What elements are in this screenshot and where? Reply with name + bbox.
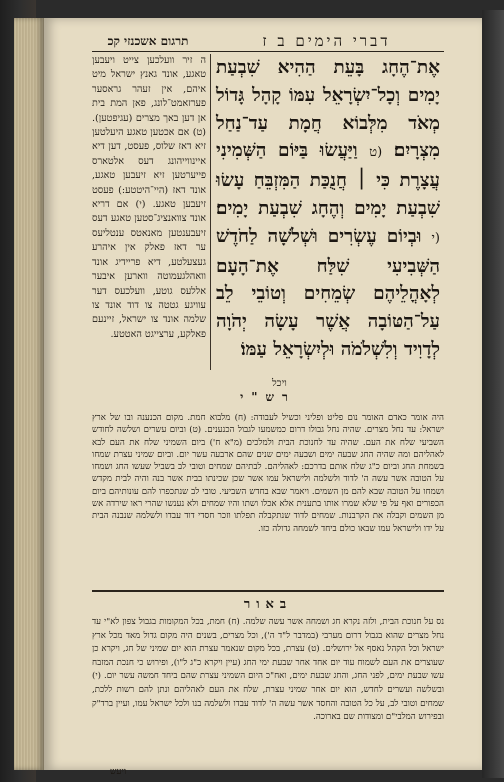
verse-9-marker: (ט xyxy=(369,145,383,161)
verse-9-text: וַיַּעֲשׂוּ בַּיּוֹם הַשְּׁמִינִי עֲצָרֶת כִּי ׀ חֲנֻכַּת הַמִּזְבֵּחַ עָשׂוּ שִׁבְעַת יָמִים וְהֶחָג שִׁבְעַת יָמִים׃ xyxy=(216,140,440,219)
page-edges xyxy=(14,18,44,770)
book-page xyxy=(44,18,482,777)
right-margin-shadow xyxy=(482,10,504,778)
biur-commentary: נס על חנוכת הבית, ולזה נקרא חג ושמחה אשר עשה שלמה. (ח) חמת, בכל המקומות בגבול צפון לא"י עד נחל מצרים שהוא בגבול דרום מערבי (במדבר ל"ד ה'), וכל מצרים, בשנים היה מקום גדול מאד מכל ארץ ישראל וכל הקהל נאסף אל ירושלים. (ט) עצרת, בכל מקום שנאמר עצרת הוא יום שמיני של חג, ויקרא כן שעוצרים את העם לשמוח עוד יום אחד אחר שבעת ימי החג (עיין ויקרא כ"ג ל"ו), ופירוש כי חנכת המזבח עשו שבעת ימים, לפני החג, והחג שבעת ימים, ואח"כ היום השמיני עצרת שהם ביחד חמשה עשר יום. (י) ובשלשה ועשרים לחדש, הוא יום אחר שמיני עצרת, שלח את העם לאהליהם ונתן להם רשות ללכת, שמחים וטובי לב, על כל הטובה והחסד אשר עשה ה' לדוד עבדו ולשלמה בנו ולכל ישראל עמו, ועיין ברד"ק ובפירוש המלבי"ם ומצודות שם בארוכה. xyxy=(92,617,444,723)
targum-column: ה זיר וועלכען צייט ויעבען טאגע, אונד גאנץ ישראל מיט איהם, אין זעהר גראסער פערזאמט־לונג, פאן המת בית אן דען באך מצרים (עגיפטען). (ט) אם אכטען טאגע היעלטען זיא דאז שלוס, פעסט, דען דיא איינווייהונג דעס אלטארס פייערטען זיא זיעבען טאגע, אונד דאז (היי־היטטע:) פעסט זיעבען טאגע. (י) אם דריא אונד צוואנציג־סטען טאגע דעס זיעבענטען מאנאטס ענטליעס ער דאז פאלק אין איהרע געצעלטע, דיא פריידיג אונד וואהלגעמוטה ווארען איבער אללעס גוטע, וועלכעס דער עוויגע גטטה צו דוד אונד צו שלמה אונד צו ישראל, זיינעם פאלקע, ערצייגט האטטע. xyxy=(92,55,206,340)
biur-heading: באור xyxy=(243,597,293,612)
header-rule xyxy=(92,51,444,52)
verse-10-marker: (י xyxy=(431,230,440,246)
verse-10-text: וּבְיוֹם עֶשְׂרִים וּשְׁלֹשָׁה לַחֹדֶשׁ הַשְּׁבִיעִי שִׁלַּח אֶת־הָעָם לְאָהֳלֵיהֶם שְׂמֵחִים וְטוֹבֵי לֵב עַל־הַטּוֹבָה אֲשֶׁר עָשָׂה יְהֹוָה לְדָוִיד וְלִשְׁלֹמֹה וּלְיִשְׂרָאֵל עַמּוֹ׃ xyxy=(216,225,440,360)
running-header-book: דברי הימים ב ז xyxy=(262,32,391,50)
main-catchword: ויכל xyxy=(272,378,287,389)
rashi-heading: רש"י xyxy=(240,390,296,404)
bottom-catchword: ויעש xyxy=(110,767,127,777)
verse-8-text: אֶת־הֶחָג בָּעֵת הַהִיא שִׁבְעַת יָמִים וְכָל־יִשְׂרָאֵל עִמּוֹ קָהָל גָּדוֹל מְאֹד מִלְּבוֹא חֲמָת עַד־נַחַל מִצְרָיִם׃ xyxy=(216,57,440,162)
running-header-targum: תרגום אשכנזי קכ xyxy=(107,34,189,48)
section-rule xyxy=(92,590,444,592)
column-divider xyxy=(210,54,211,370)
main-verse-column xyxy=(216,54,440,364)
rashi-commentary: היה אומר כאדם האומר נום פליט ופליני וכשיל לעבודה: (ח) מלבוא חמת. מקום הכנענה ובו של ארץ ישראל: עד נחל מצרים. שהיה נחל גבולו דרום כמשמעו לגבול הכנענים. (ט) וביום עשרים ושלשה לחודש השביעי שלח את העם. שהיה עד לחנוכת הבית ולמלכים (מ"א ח') ביום השמיני שלח את העם לבא לאהליהם ומה שהיה החג שבעה ימים ושבעה ימים שנים שהם ארבעה עשר יום. וביום שמיני עצרת שמחו בשמחת החג וביום כ"ג שלח אותם בדרכם: לאהליהם. לבתיהם שמחים וטובי לב בשביל שעשו החג ושמחו על הטובה אשר עשה ה' לדוד ולשלמה ולישראל עמו אשר שכן שכינתו בבית אשר בנה והיה לבית מקדש ושמחו על הטובה שבא להם מן השמים. ויאמר שבא בחדש השביעי. טובי לב שנתכפרו להם עונותיהם ביום הכפורים ואף על פי שלא שמרו אותו בתענית אלא אכלו ושתו והיו שמחים ולא נענשו שהרי ראו שירדה אש מן השמים וקבלה את הקרבנות. שמחים לדוד שנתקבלה תפלתו וזכר חסדי דוד עבדו ולשלמה שנבנה הבית על ידו ולישראל עמו שבאו כולם ביחד לשמחה גדולה כזו. xyxy=(92,413,444,534)
